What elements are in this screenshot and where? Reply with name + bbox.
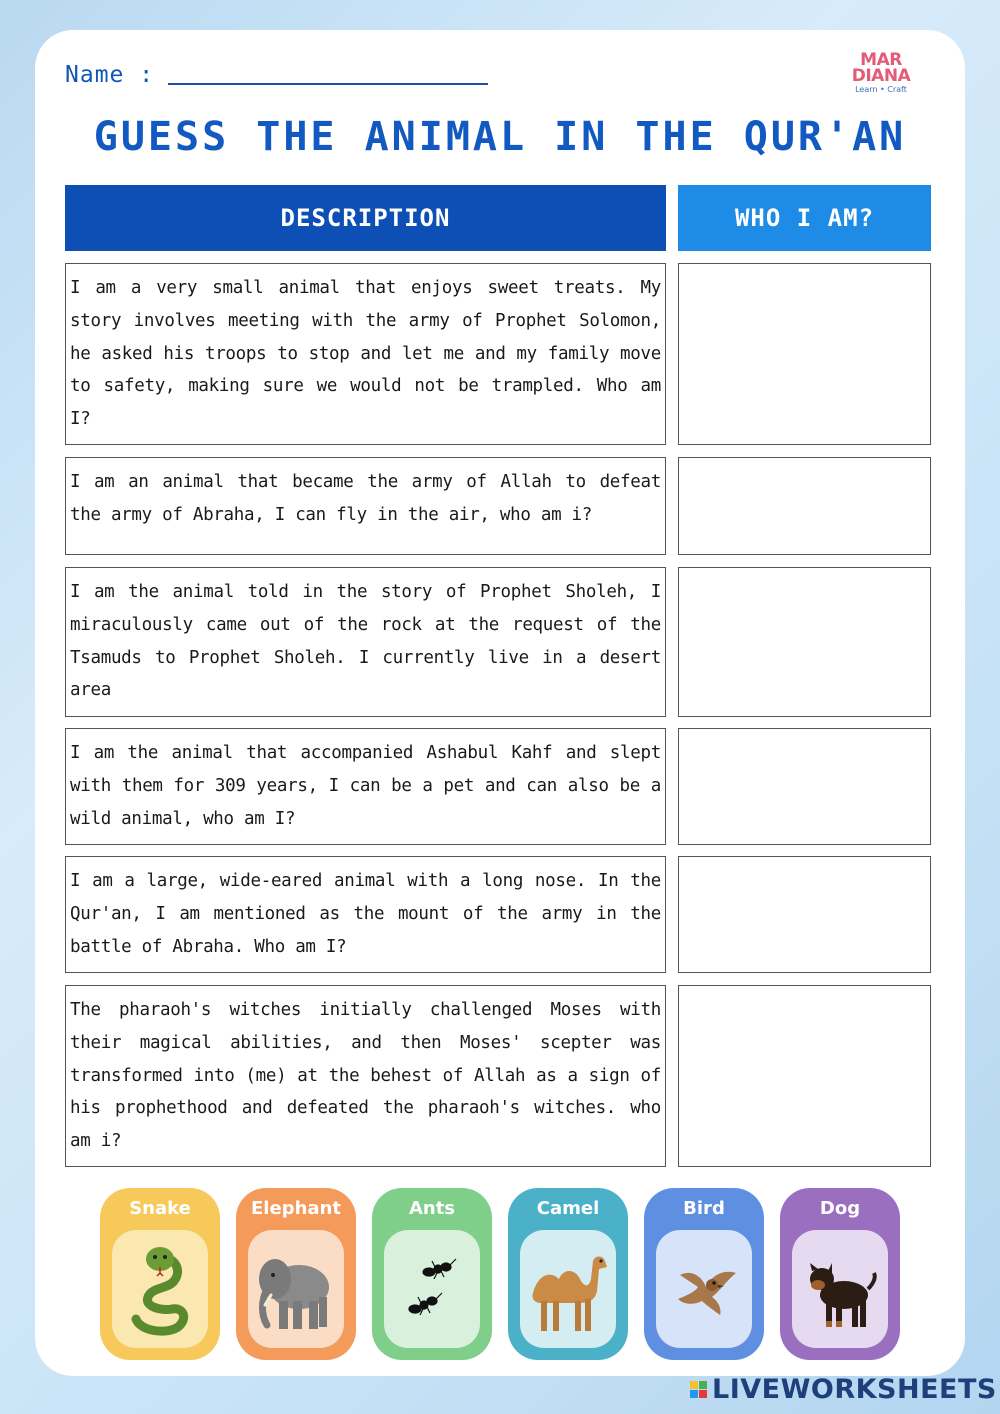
card-label: Elephant: [251, 1198, 341, 1219]
card-dog[interactable]: [780, 1188, 900, 1360]
answer-box[interactable]: [678, 457, 931, 555]
description-cell: I am a large, wide-eared animal with a long nose. In the Qur'an, I am mentioned as the mount of the army in the battle of Abraha. Who am I?: [65, 856, 666, 973]
description-cell: I am the animal told in the story of Prophet Sholeh, I miraculously came out of the rock at the request of the Tsamuds to Prophet Sholeh. I currently live in a desert area: [65, 567, 666, 717]
column-header-description: DESCRIPTION: [65, 185, 666, 251]
card-camel[interactable]: [508, 1188, 628, 1360]
logo-text: MAR DIANA: [851, 50, 911, 86]
bird-icon: [656, 1230, 752, 1348]
card-label: Snake: [129, 1198, 191, 1219]
card-ants[interactable]: [372, 1188, 492, 1360]
footer-brand-text: LIVEWORKSHEETS: [712, 1374, 997, 1405]
liveworksheets-logo-icon: [690, 1381, 707, 1398]
answer-box[interactable]: [678, 856, 931, 973]
liveworksheets-brand: [690, 1374, 997, 1405]
description-cell: I am an animal that became the army of Allah to defeat the army of Abraha, I can fly in the air, who am i?: [65, 457, 666, 555]
description-cell: I am the animal that accompanied Ashabul Kahf and slept with them for 309 years, I can be a pet and can also be a wild animal, who am I?: [65, 728, 666, 845]
ants-icon: [384, 1230, 480, 1348]
name-label: Name :: [65, 62, 155, 88]
card-label: Bird: [683, 1198, 725, 1219]
brand-logo: [841, 52, 921, 94]
snake-icon: [112, 1230, 208, 1348]
answer-box[interactable]: [678, 985, 931, 1167]
answer-box[interactable]: [678, 567, 931, 717]
elephant-icon: [248, 1230, 344, 1348]
column-header-answer: WHO I AM?: [678, 185, 931, 251]
camel-icon: [520, 1230, 616, 1348]
card-elephant[interactable]: [236, 1188, 356, 1360]
card-bird[interactable]: [644, 1188, 764, 1360]
name-row: [65, 62, 488, 88]
card-snake[interactable]: [100, 1188, 220, 1360]
answer-box[interactable]: [678, 263, 931, 445]
description-cell: I am a very small animal that enjoys sweet treats. My story involves meeting with the army of Prophet Solomon, he asked his troops to stop and let me and my family move to safety, making sure we would not be trampled. Who am I?: [65, 263, 666, 445]
answer-box[interactable]: [678, 728, 931, 845]
card-label: Camel: [536, 1198, 600, 1219]
description-cell: The pharaoh's witches initially challenged Moses with their magical abilities, and then Moses' scepter was transformed into (me) at the behest of Allah as a sign of his prophethood and defeated the pharaoh's witches. who am i?: [65, 985, 666, 1167]
logo-subtext: Learn • Craft: [855, 85, 907, 94]
name-input-line[interactable]: [168, 83, 488, 85]
page-title: GUESS THE ANIMAL IN THE QUR'AN: [93, 114, 907, 160]
card-label: Dog: [819, 1198, 861, 1219]
card-label: Ants: [408, 1198, 456, 1219]
worksheet-page: [35, 30, 965, 1376]
dog-icon: [792, 1230, 888, 1348]
animal-options: [100, 1188, 900, 1360]
